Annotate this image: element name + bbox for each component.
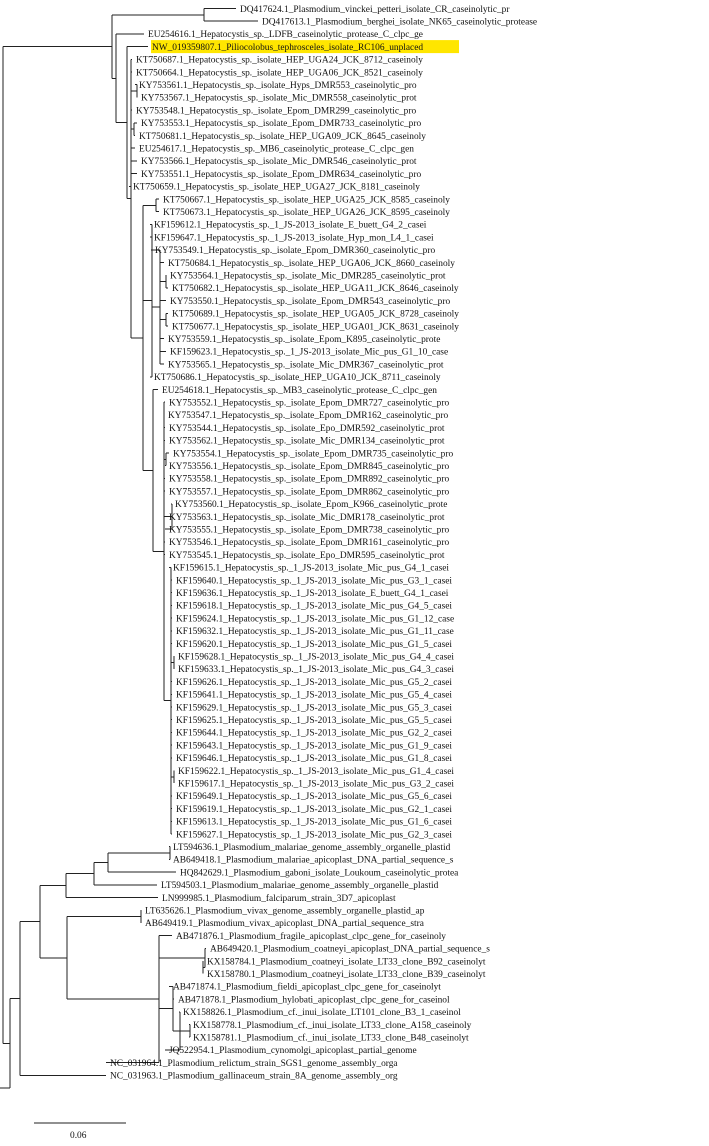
tip-label: KF159643.1_Hepatocystis_sp._1_JS-2013_isolate_Mic_pus_G1_9_casei <box>176 741 453 752</box>
tip-label: KX158778.1_Plasmodium_cf._inui_isolate_LT33_clone_A158_caseinoly <box>193 1020 472 1031</box>
scale-bar <box>34 1123 126 1141</box>
tip-label: KY753552.1_Hepatocystis_sp._isolate_Epom_DMR727_caseinolytic_pro <box>169 398 450 409</box>
tip-label: KY753562.1_Hepatocystis_sp._isolate_Mic_DMR134_caseinolytic_prot <box>169 436 445 447</box>
tip-label: KT750686.1_Hepatocystis_sp._isolate_HEP_UGA10_JCK_8711_caseinoly <box>154 373 441 384</box>
tip-label: KT750682.1_Hepatocystis_sp._isolate_HEP_UGA11_JCK_8646_caseinoly <box>172 284 459 295</box>
tip-label: KF159629.1_Hepatocystis_sp._1_JS-2013_isolate_Mic_pus_G5_3_casei <box>176 703 453 714</box>
tip-label: KF159620.1_Hepatocystis_sp._1_JS-2013_isolate_Mic_pus_G1_5_casei <box>176 639 453 650</box>
tip-label: KY753566.1_Hepatocystis_sp._isolate_Mic_DMR546_caseinolytic_prot <box>141 157 417 168</box>
tip-labels <box>110 5 537 1082</box>
tip-label: JQ522954.1_Plasmodium_cynomolgi_apicoplast_partial_genome <box>169 1046 417 1057</box>
tip-label: LT594503.1_Plasmodium_malariae_genome_assembly_organelle_plastid <box>161 881 439 892</box>
tip-label: KY753555.1_Hepatocystis_sp._isolate_Epom_DMR738_caseinolytic_pro <box>169 525 450 536</box>
tip-label: KY753546.1_Hepatocystis_sp._isolate_Epom_DMR161_caseinolytic_pro <box>169 538 450 549</box>
tip-label: KF159623.1_Hepatocystis_sp._1_JS-2013_isolate_Mic_pus_G1_10_case <box>170 347 449 358</box>
tip-label: KF159632.1_Hepatocystis_sp._1_JS-2013_isolate_Mic_pus_G1_11_case <box>176 627 454 638</box>
tip-label: KT750659.1_Hepatocystis_sp._isolate_HEP_UGA27_JCK_8181_caseinoly <box>133 182 420 193</box>
tip-label: KF159617.1_Hepatocystis_sp._1_JS-2013_isolate_Mic_pus_G3_2_casei <box>178 779 455 790</box>
tip-label: AB649418.1_Plasmodium_malariae_apicoplast_DNA_partial_sequence_s <box>173 855 454 866</box>
tip-label: KF159626.1_Hepatocystis_sp._1_JS-2013_isolate_Mic_pus_G5_2_casei <box>176 677 453 688</box>
tip-label: KF159641.1_Hepatocystis_sp._1_JS-2013_isolate_Mic_pus_G5_4_casei <box>176 690 453 701</box>
tip-label: KF159613.1_Hepatocystis_sp._1_JS-2013_isolate_Mic_pus_G1_6_casei <box>176 817 453 828</box>
tip-label: KY753560.1_Hepatocystis_sp._isolate_Epom_K966_caseinolytic_prote <box>175 500 448 511</box>
tip-label: KX158780.1_Plasmodium_coatneyi_isolate_LT33_clone_B39_caseinolyt <box>207 970 486 980</box>
tip-label: KF159646.1_Hepatocystis_sp._1_JS-2013_isolate_Mic_pus_G1_8_casei <box>176 754 453 765</box>
tip-label: KY753544.1_Hepatocystis_sp._isolate_Epo_DMR592_caseinolytic_prot <box>169 423 445 434</box>
tip-label: DQ417613.1_Plasmodium_berghei_isolate_NK65_caseinolytic_protease <box>262 17 538 28</box>
tip-label: KT750667.1_Hepatocystis_sp._isolate_HEP_UGA25_JCK_8585_caseinoly <box>163 195 450 206</box>
tip-label: EU254616.1_Hepatocystis_sp._LDFB_caseinolytic_protease_C_clpc_ge <box>148 30 423 41</box>
tip-label: KT750673.1_Hepatocystis_sp._isolate_HEP_UGA26_JCK_8595_caseinoly <box>163 208 450 218</box>
tip-label: KF159615.1_Hepatocystis_sp._1_JS-2013_isolate_Mic_pus_G4_1_casei <box>173 563 450 574</box>
tip-label: KT750677.1_Hepatocystis_sp._isolate_HEP_UGA01_JCK_8631_caseinoly <box>172 322 459 333</box>
tip-label: KY753551.1_Hepatocystis_sp._isolate_Epom_DMR634_caseinolytic_pro <box>141 169 422 180</box>
tip-label: KY753556.1_Hepatocystis_sp._isolate_Epom_DMR845_caseinolytic_pro <box>169 462 450 472</box>
tip-label: KF159627.1_Hepatocystis_sp._1_JS-2013_isolate_Mic_pus_G2_3_casei <box>176 830 453 841</box>
tip-label: KY753550.1_Hepatocystis_sp._isolate_Epom_DMR543_caseinolytic_pro <box>170 296 451 307</box>
tip-label: AB649420.1_Plasmodium_coatneyi_apicoplast_DNA_partial_sequence_s <box>210 944 490 955</box>
tip-label: KT750681.1_Hepatocystis_sp._isolate_HEP_UGA09_JCK_8645_caseinoly <box>139 131 426 142</box>
tip-label: KF159618.1_Hepatocystis_sp._1_JS-2013_isolate_Mic_pus_G4_5_casei <box>176 601 453 612</box>
tip-label: KT750684.1_Hepatocystis_sp._isolate_HEP_UGA06_JCK_8660_caseinoly <box>168 258 455 269</box>
tip-label: KY753554.1_Hepatocystis_sp._isolate_Epom_DMR735_caseinolytic_pro <box>173 449 454 460</box>
tip-label: KY753559.1_Hepatocystis_sp._isolate_Epom_K895_caseinolytic_prote <box>168 335 441 345</box>
tip-label: NC_031963.1_Plasmodium_gallinaceum_strain_8A_genome_assembly_org <box>110 1071 398 1082</box>
tip-label: KF159649.1_Hepatocystis_sp._1_JS-2013_isolate_Mic_pus_G5_6_casei <box>176 792 453 803</box>
tip-label: KX158784.1_Plasmodium_coatneyi_isolate_LT33_clone_B92_caseinolyt <box>207 957 486 968</box>
tip-label: KY753565.1_Hepatocystis_sp._isolate_Mic_DMR367_caseinolytic_prot <box>168 360 444 371</box>
tip-label: HQ842629.1_Plasmodium_gaboni_isolate_Loukoum_caseinolytic_protea <box>180 868 459 879</box>
tip-label: KT750687.1_Hepatocystis_sp._isolate_HEP_UGA24_JCK_8712_caseinoly <box>136 55 423 66</box>
tip-label: KT750689.1_Hepatocystis_sp._isolate_HEP_UGA05_JCK_8728_caseinoly <box>172 309 459 320</box>
tip-label: KF159647.1_Hepatocystis_sp._1_JS-2013_isolate_Hyp_mon_L4_1_casei <box>154 233 434 244</box>
tip-label: KY753549.1_Hepatocystis_sp._isolate_Epom_DMR360_caseinolytic_pro <box>155 246 436 257</box>
tip-label: KY753558.1_Hepatocystis_sp._isolate_Epom_DMR892_caseinolytic_pro <box>169 474 450 485</box>
tip-label: KY753563.1_Hepatocystis_sp._isolate_Mic_DMR178_caseinolytic_prot <box>169 512 445 523</box>
tip-label: KY753564.1_Hepatocystis_sp._isolate_Mic_DMR285_caseinolytic_prot <box>170 271 446 282</box>
highlighted-tip-label: NW_019359807.1_Piliocolobus_tephrosceles_isolate_RC106_unplaced <box>152 42 424 53</box>
tip-label: KY753557.1_Hepatocystis_sp._isolate_Epom_DMR862_caseinolytic_pro <box>169 487 450 498</box>
tip-label: KY753547.1_Hepatocystis_sp._isolate_Epom_DMR162_caseinolytic_pro <box>168 411 449 422</box>
tip-label: KF159612.1_Hepatocystis_sp._1_JS-2013_isolate_E_buett_G4_2_casei <box>154 220 427 231</box>
tip-label: KF159624.1_Hepatocystis_sp._1_JS-2013_isolate_Mic_pus_G1_12_case <box>176 614 455 625</box>
tip-label: KY753567.1_Hepatocystis_sp._isolate_Mic_DMR558_caseinolytic_prot <box>141 93 417 104</box>
tip-label: NC_031964.1_Plasmodium_relictum_strain_SGS1_genome_assembly_orga <box>110 1058 398 1069</box>
tip-label: AB471876.1_Plasmodium_fragile_apicoplast_clpc_gene_for_caseinoly <box>176 931 446 942</box>
tip-label: KF159636.1_Hepatocystis_sp._1_JS-2013_isolate_E_buett_G4_1_casei <box>176 589 449 599</box>
tip-label: LT635626.1_Plasmodium_vivax_genome_assembly_organelle_plastid_ap <box>145 906 425 917</box>
tip-label: KT750664.1_Hepatocystis_sp._isolate_HEP_UGA06_JCK_8521_caseinoly <box>136 68 423 79</box>
tip-label: LT594636.1_Plasmodium_malariae_genome_assembly_organelle_plastid <box>173 843 451 853</box>
tip-label: KF159628.1_Hepatocystis_sp._1_JS-2013_isolate_Mic_pus_G4_4_casei <box>178 652 455 663</box>
tip-label: AB649419.1_Plasmodium_vivax_apicoplast_DNA_partial_sequence_stra <box>145 919 424 930</box>
tip-label: KF159622.1_Hepatocystis_sp._1_JS-2013_isolate_Mic_pus_G1_4_casei <box>178 766 455 777</box>
tip-label: EU254617.1_Hepatocystis_sp._MB6_caseinolytic_protease_C_clpc_gen <box>139 144 414 155</box>
tip-label: KY753548.1_Hepatocystis_sp._isolate_Epom_DMR299_caseinolytic_pro <box>136 106 417 117</box>
tip-label: KF159619.1_Hepatocystis_sp._1_JS-2013_isolate_Mic_pus_G2_1_casei <box>176 804 453 815</box>
scale-bar-label: 0.06 <box>70 1131 87 1141</box>
tip-label: KF159633.1_Hepatocystis_sp._1_JS-2013_isolate_Mic_pus_G4_3_casei <box>178 665 455 676</box>
tip-label: AB471874.1_Plasmodium_fieldi_apicoplast_clpc_gene_for_caseinolyt <box>173 982 441 993</box>
tip-label: EU254618.1_Hepatocystis_sp._MB3_caseinolytic_protease_C_clpc_gen <box>162 385 437 396</box>
tip-label: KF159644.1_Hepatocystis_sp._1_JS-2013_isolate_Mic_pus_G2_2_casei <box>176 728 453 739</box>
tip-label: KX158781.1_Plasmodium_cf._inui_isolate_LT33_clone_B48_caseinolyt <box>193 1033 469 1044</box>
tip-label: DQ417624.1_Plasmodium_vinckei_petteri_isolate_CR_caseinolytic_pr <box>240 4 510 15</box>
tip-label: KF159640.1_Hepatocystis_sp._1_JS-2013_isolate_Mic_pus_G3_1_casei <box>176 576 453 587</box>
tip-label: KF159625.1_Hepatocystis_sp._1_JS-2013_isolate_Mic_pus_G5_5_casei <box>176 716 453 726</box>
tip-label: KX158826.1_Plasmodium_cf._inui_isolate_LT101_clone_B3_1_caseinol <box>183 1008 461 1019</box>
tip-label: KY753553.1_Hepatocystis_sp._isolate_Epom_DMR733_caseinolytic_pro <box>141 119 422 130</box>
tip-label: KY753561.1_Hepatocystis_sp._isolate_Hyps_DMR553_caseinolytic_pro <box>139 81 417 91</box>
tip-label: KY753545.1_Hepatocystis_sp._isolate_Epo_DMR595_caseinolytic_prot <box>169 550 445 561</box>
tip-label: AB471878.1_Plasmodium_hylobati_apicoplast_clpc_gene_for_caseinol <box>178 995 450 1006</box>
tip-label: LN999985.1_Plasmodium_falciparum_strain_3D7_apicoplast <box>162 893 396 904</box>
